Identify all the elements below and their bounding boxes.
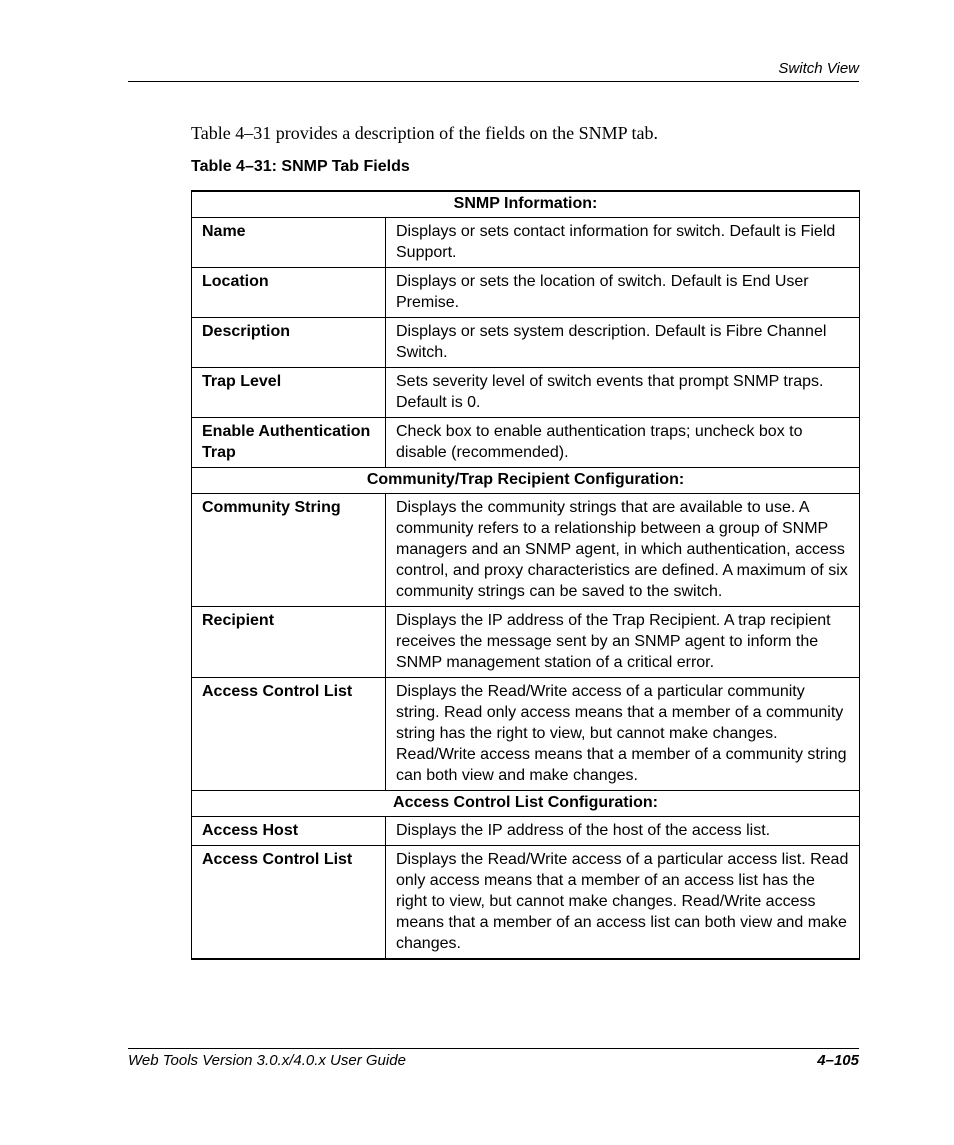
- table-row: [192, 817, 860, 846]
- table-caption: Table 4–31: SNMP Tab Fields: [191, 158, 410, 175]
- header-divider: [128, 81, 859, 82]
- field-description: Displays the Read/Write access of a particular access list. Read only access means that a member of an access list has the right to view, but cannot make changes. Read/Write access means that a member of an access list can both view and make changes.: [386, 846, 860, 960]
- field-description: Displays the community strings that are available to use. A community refers to a relationship between a group of SNMP managers and an SNMP agent, in which authentication, access control, and proxy characteristics are defined. A maximum of six community strings can be saved to the switch.: [386, 494, 860, 607]
- intro-paragraph: Table 4–31 provides a description of the fields on the SNMP tab.: [191, 123, 658, 143]
- table-row: [192, 494, 860, 607]
- snmp-fields-table: [191, 190, 860, 960]
- field-name: Trap Level: [192, 368, 386, 418]
- field-description: Displays or sets contact information for switch. Default is Field Support.: [386, 218, 860, 268]
- field-name: Name: [192, 218, 386, 268]
- running-header: Switch View: [778, 60, 859, 77]
- table-row: [192, 268, 860, 318]
- field-description: Check box to enable authentication traps; uncheck box to disable (recommended).: [386, 418, 860, 468]
- table-row: [192, 607, 860, 678]
- field-name: Description: [192, 318, 386, 368]
- field-name: Location: [192, 268, 386, 318]
- footer-guide-title: Web Tools Version 3.0.x/4.0.x User Guide: [128, 1052, 406, 1069]
- footer-divider: [128, 1048, 859, 1049]
- field-description: Displays or sets the location of switch. Default is End User Premise.: [386, 268, 860, 318]
- table-row: [192, 318, 860, 368]
- section-heading: Community/Trap Recipient Configuration:: [192, 468, 860, 494]
- section-heading-row: [192, 791, 860, 817]
- field-name: Community String: [192, 494, 386, 607]
- field-description: Displays the IP address of the Trap Recipient. A trap recipient receives the message sent by an SNMP agent to inform the SNMP management station of a critical error.: [386, 607, 860, 678]
- table-row: [192, 368, 860, 418]
- section-heading: SNMP Information:: [192, 191, 860, 218]
- field-description: Displays the IP address of the host of the access list.: [386, 817, 860, 846]
- field-description: Displays or sets system description. Default is Fibre Channel Switch.: [386, 318, 860, 368]
- field-name: Enable Authentication Trap: [192, 418, 386, 468]
- table-row: [192, 418, 860, 468]
- field-name: Access Control List: [192, 678, 386, 791]
- field-description: Displays the Read/Write access of a particular community string. Read only access means that a member of a community string has the right to view, but cannot make changes. Read/Write access means that a member of a community string can both view and make changes.: [386, 678, 860, 791]
- section-heading-row: [192, 468, 860, 494]
- page-number: 4–105: [817, 1052, 859, 1069]
- table-row: [192, 846, 860, 960]
- section-heading-row: [192, 191, 860, 218]
- field-name: Recipient: [192, 607, 386, 678]
- table-row: [192, 678, 860, 791]
- field-name: Access Host: [192, 817, 386, 846]
- table-row: [192, 218, 860, 268]
- section-heading: Access Control List Configuration:: [192, 791, 860, 817]
- field-name: Access Control List: [192, 846, 386, 960]
- field-description: Sets severity level of switch events that prompt SNMP traps. Default is 0.: [386, 368, 860, 418]
